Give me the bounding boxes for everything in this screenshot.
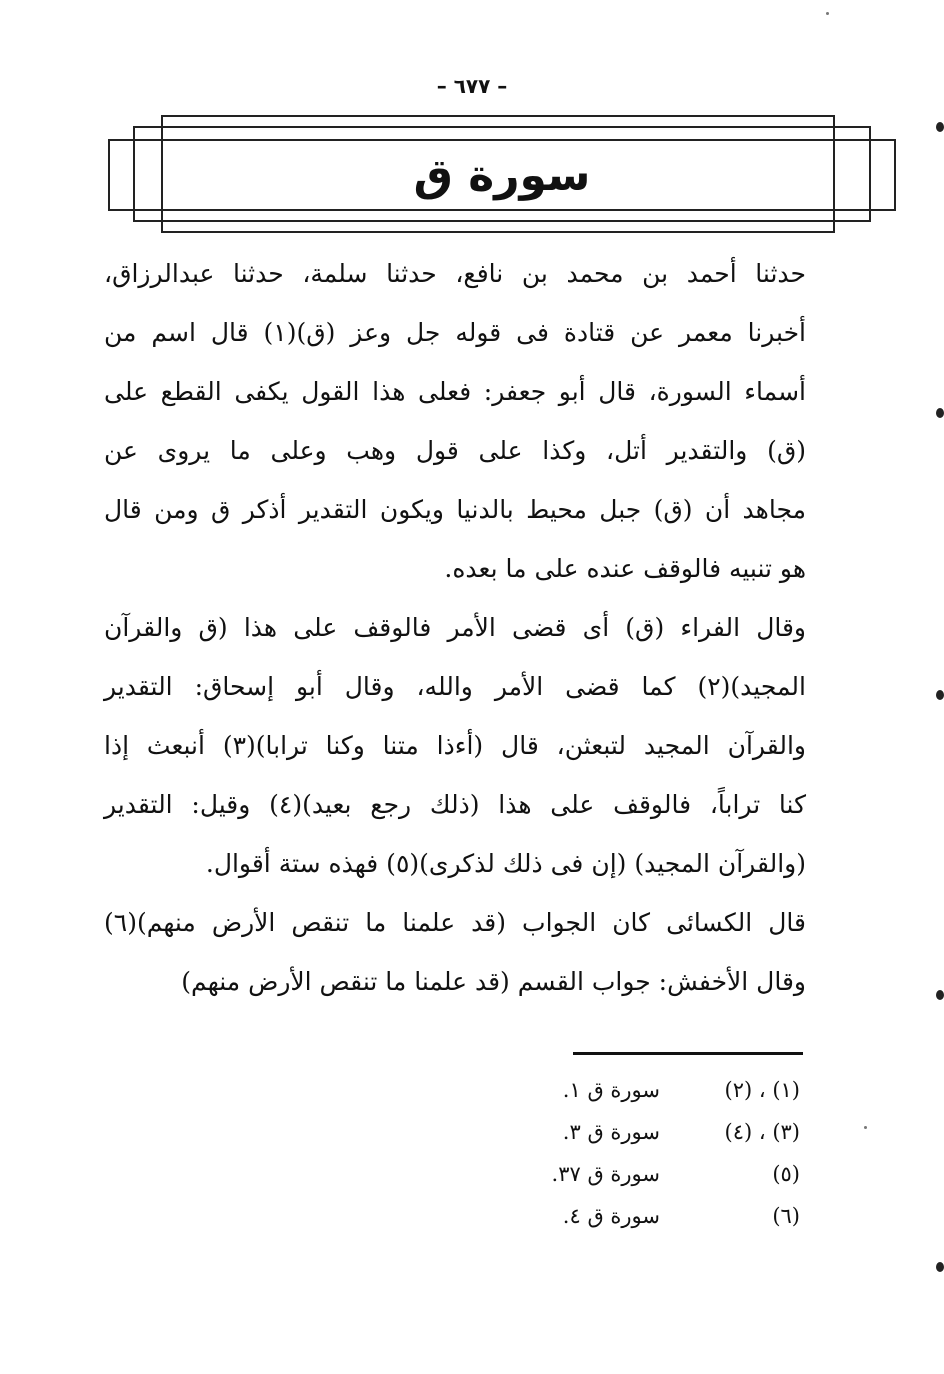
binding-hole-mark	[936, 990, 944, 1000]
footnote-reference: سورة ق ٣٧.	[551, 1162, 660, 1186]
surah-title: سورة ق	[413, 149, 591, 201]
footnote-marker: (٦)	[772, 1204, 800, 1228]
binding-hole-mark	[936, 690, 944, 700]
binding-hole-mark	[936, 1262, 944, 1272]
scan-speck	[826, 12, 829, 15]
text-line: مجاهد أن (ق) جبل محيط بالدنيا ويكون التقدير أذكر ق ومن قال	[104, 495, 806, 524]
footnote-marker: (١) ، (٢)	[724, 1078, 800, 1102]
page-number: – ٦٧٧ –	[436, 74, 508, 98]
footnote-rule	[573, 1052, 803, 1055]
text-line: قال الكسائى كان الجواب (قد علمنا ما تنقص الأرض منهم)(٦)	[104, 908, 806, 937]
text-line: هو تنبيه فالوقف عنده على ما بعده.	[444, 554, 806, 583]
text-line: (والقرآن المجيد) (إن فى ذلك لذكرى)(٥) فهذه ستة أقوال.	[205, 849, 806, 878]
paragraph-1	[104, 244, 806, 598]
footnote-reference: سورة ق ١.	[562, 1078, 660, 1102]
footnote-marker: (٥)	[772, 1162, 800, 1186]
footnote-marker: (٣) ، (٤)	[724, 1120, 800, 1144]
text-line: أخبرنا معمر عن قتادة فى قوله جل وعز (ق)(١) قال اسم من	[104, 318, 806, 347]
text-line: والقرآن المجيد لتبعثن، قال (أءذا متنا وكنا ترابا)(٣) أنبعث إذا	[104, 731, 806, 760]
text-line: (ق) والتقدير أتل، وكذا على قول وهب وعلى ما يروى عن	[104, 436, 806, 465]
footnote-reference: سورة ق ٤.	[562, 1204, 660, 1228]
text-line: وقال الأخفش: جواب القسم (قد علمنا ما تنقص الأرض منهم)	[181, 967, 806, 996]
binding-hole-mark	[936, 408, 944, 418]
text-line: أسماء السورة، قال أبو جعفر: فعلى هذا القول يكفى القطع على	[104, 377, 806, 406]
binding-hole-mark	[936, 122, 944, 132]
paragraph-3	[104, 893, 806, 1011]
text-line: كنا تراباً، فالوقف على هذا (ذلك رجع بعيد)(٤) وقيل: التقدير	[104, 790, 806, 819]
text-line: المجيد)(٢) كما قضى الأمر والله، وقال أبو إسحاق: التقدير	[104, 672, 806, 701]
text-line: حدثنا أحمد بن محمد بن نافع، حدثنا سلمة، حدثنا عبدالرزاق،	[104, 259, 806, 288]
scan-speck	[864, 1126, 867, 1129]
paragraph-2	[104, 598, 806, 893]
text-line: وقال الفراء (ق) أى قضى الأمر فالوقف على هذا (ق والقرآن	[104, 613, 806, 642]
footnote-reference: سورة ق ٣.	[562, 1120, 660, 1144]
